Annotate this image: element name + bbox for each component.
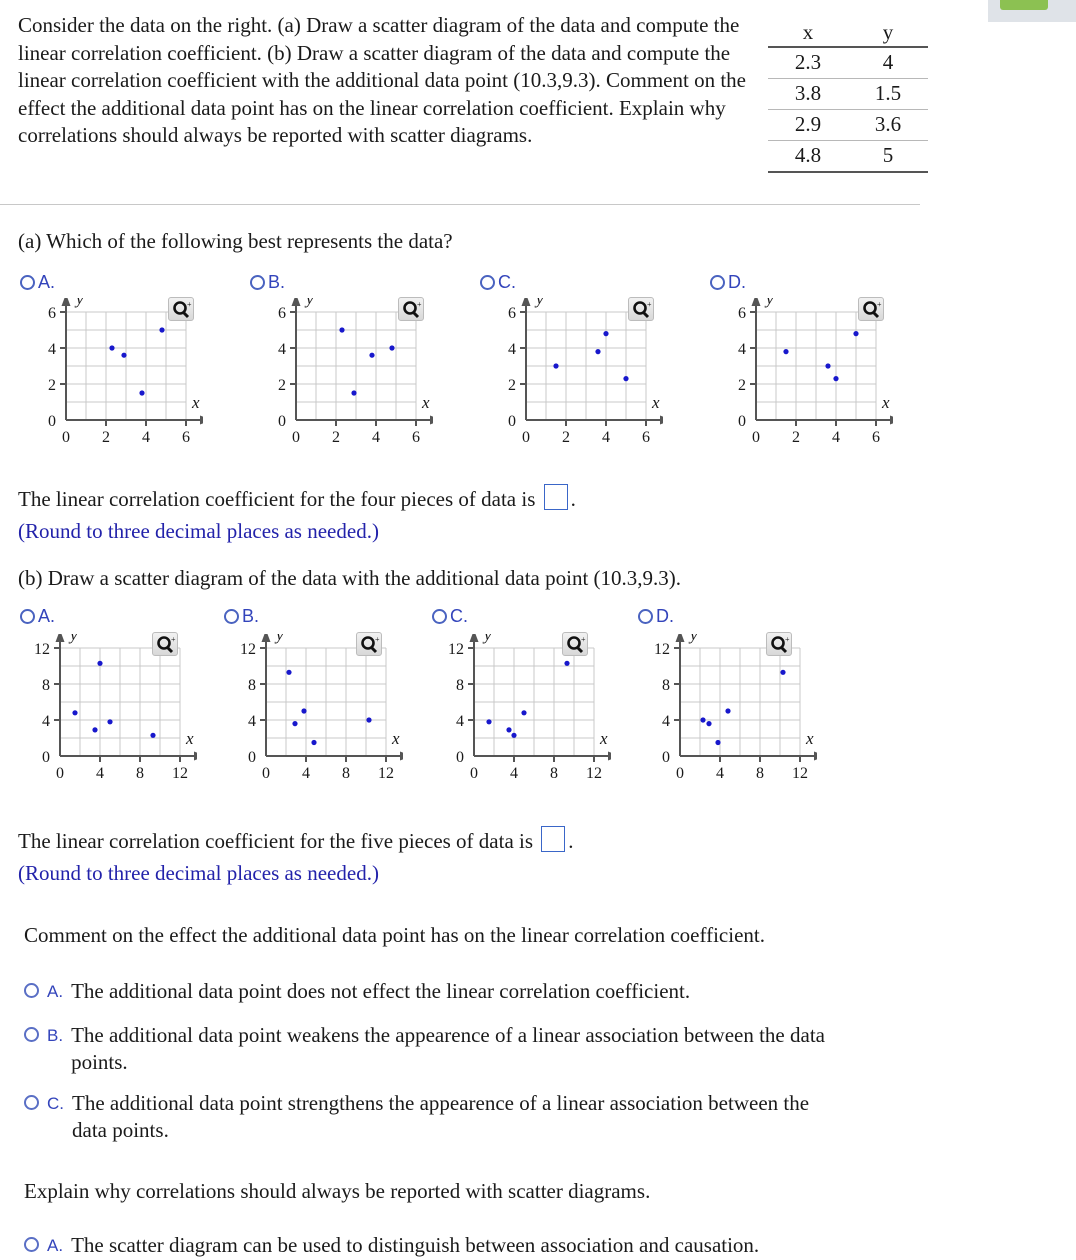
svg-text:4: 4 (738, 341, 746, 358)
table-header-row (768, 18, 928, 47)
cell-x: 4.8 (794, 143, 822, 167)
part-b-round-note: (Round to three decimal places as needed.) (18, 861, 379, 885)
svg-text:y: y (70, 634, 78, 644)
svg-text:6: 6 (738, 305, 746, 322)
svg-text:0: 0 (662, 749, 670, 766)
radio-icon[interactable] (638, 609, 653, 624)
radio-icon[interactable] (24, 983, 39, 998)
part-a-option-D[interactable] (710, 272, 746, 293)
svg-text:2: 2 (792, 429, 800, 446)
svg-text:12: 12 (448, 641, 464, 658)
svg-text:4: 4 (832, 429, 840, 446)
svg-text:2: 2 (278, 377, 286, 394)
table-row (768, 47, 928, 79)
toolbar-green-button[interactable] (1000, 0, 1048, 10)
svg-text:4: 4 (142, 429, 150, 446)
radio-icon[interactable] (20, 275, 35, 290)
cell-y: 1.5 (874, 81, 902, 105)
svg-text:x: x (806, 729, 814, 748)
part-a-answer-line (18, 484, 738, 513)
svg-text:+: + (581, 635, 586, 644)
svg-text:x: x (192, 393, 200, 412)
svg-text:y: y (690, 634, 698, 644)
svg-text:x: x (422, 393, 430, 412)
cell-y: 5 (882, 143, 894, 167)
svg-text:8: 8 (42, 677, 50, 694)
scatter-chart-a-C (488, 298, 663, 463)
svg-text:+: + (417, 300, 422, 309)
svg-text:4: 4 (96, 765, 104, 782)
scatter-chart-b-C (436, 634, 611, 799)
svg-text:0: 0 (48, 413, 56, 430)
comment-choice-B[interactable] (24, 1022, 854, 1076)
svg-text:6: 6 (278, 305, 286, 322)
svg-text:2: 2 (102, 429, 110, 446)
option-letter: C. (450, 606, 468, 626)
svg-text:2: 2 (48, 377, 56, 394)
scatter-chart-b-A (22, 634, 197, 799)
svg-text:8: 8 (456, 677, 464, 694)
zoom-in-icon[interactable] (562, 632, 588, 656)
part-b-option-C[interactable] (432, 606, 468, 627)
part-a-option-C[interactable] (480, 272, 516, 293)
radio-icon[interactable] (432, 609, 447, 624)
zoom-in-icon[interactable] (168, 297, 194, 321)
svg-text:y: y (484, 634, 492, 644)
svg-text:12: 12 (34, 641, 50, 658)
zoom-in-icon[interactable] (356, 632, 382, 656)
svg-text:2: 2 (508, 377, 516, 394)
zoom-in-icon[interactable] (628, 297, 654, 321)
svg-text:0: 0 (278, 413, 286, 430)
svg-text:0: 0 (522, 429, 530, 446)
radio-icon[interactable] (20, 609, 35, 624)
cell-x: 2.3 (794, 50, 822, 74)
scatter-chart-b-B (228, 634, 403, 799)
part-a-answer-suffix: . (570, 487, 576, 511)
svg-text:6: 6 (48, 305, 56, 322)
radio-icon[interactable] (480, 275, 495, 290)
svg-text:6: 6 (508, 305, 516, 322)
part-a-prompt: (a) Which of the following best represents the data? (18, 229, 453, 253)
comment-choice-C[interactable] (24, 1090, 844, 1144)
choice-letter: A. (47, 1236, 64, 1255)
zoom-in-icon[interactable] (858, 297, 884, 321)
svg-text:4: 4 (510, 765, 518, 782)
option-letter: A. (38, 606, 56, 626)
zoom-in-icon[interactable] (152, 632, 178, 656)
svg-text:x: x (186, 729, 194, 748)
problem-statement: Consider the data on the right. (a) Draw a scatter diagram of the data and compute the linear correlation coefficient. (b) Draw a scatter diagram of the data and compute the linear correlation coefficient with the additional data point (10.3,9.3). Comment on the effect the additional data point has on the linear correlation coefficient. Explain why correlations should always be reported with scatter diagrams. (18, 13, 746, 147)
svg-text:0: 0 (262, 765, 270, 782)
svg-text:8: 8 (756, 765, 764, 782)
svg-text:8: 8 (248, 677, 256, 694)
column-header-y: y (882, 20, 894, 44)
part-b-prompt: (b) Draw a scatter diagram of the data with the additional data point (10.3,9.3). (18, 566, 682, 590)
part-b-answer-prefix: The linear correlation coefficient for the five pieces of data is (18, 829, 534, 853)
svg-text:0: 0 (42, 749, 50, 766)
svg-text:x: x (392, 729, 400, 748)
option-letter: B. (268, 272, 286, 292)
svg-text:8: 8 (550, 765, 558, 782)
svg-text:2: 2 (738, 377, 746, 394)
svg-text:0: 0 (752, 429, 760, 446)
comment-choice-A[interactable] (24, 978, 884, 1005)
svg-text:+: + (171, 635, 176, 644)
scatter-chart-a-B (258, 298, 433, 463)
svg-text:12: 12 (378, 765, 394, 782)
svg-text:4: 4 (602, 429, 610, 446)
svg-text:4: 4 (372, 429, 380, 446)
svg-text:4: 4 (302, 765, 310, 782)
part-b-option-B[interactable] (224, 606, 259, 627)
svg-text:2: 2 (332, 429, 340, 446)
option-letter: C. (498, 272, 516, 292)
option-letter: D. (656, 606, 674, 626)
svg-text:8: 8 (342, 765, 350, 782)
svg-text:4: 4 (278, 341, 286, 358)
svg-text:4: 4 (42, 713, 50, 730)
svg-text:0: 0 (248, 749, 256, 766)
svg-text:+: + (785, 635, 790, 644)
svg-text:y: y (536, 298, 544, 308)
option-letter: A. (38, 272, 56, 292)
svg-text:4: 4 (508, 341, 516, 358)
section-divider (0, 204, 920, 205)
svg-text:0: 0 (62, 429, 70, 446)
svg-text:y: y (76, 298, 84, 308)
part-a-option-B[interactable] (250, 272, 285, 293)
svg-text:0: 0 (676, 765, 684, 782)
part-b-answer-input[interactable] (541, 826, 565, 852)
table-row (768, 141, 928, 173)
part-b-option-D[interactable] (638, 606, 674, 627)
svg-text:+: + (647, 300, 652, 309)
svg-text:4: 4 (662, 713, 670, 730)
svg-text:y: y (276, 634, 284, 644)
radio-icon[interactable] (24, 1095, 39, 1110)
choice-text: The additional data point does not effect the linear correlation coefficient. (71, 979, 691, 1003)
choice-letter: B. (47, 1026, 64, 1045)
svg-text:6: 6 (872, 429, 880, 446)
part-b-answer-suffix: . (568, 829, 574, 853)
cell-y: 4 (882, 50, 894, 74)
scatter-chart-b-D (642, 634, 817, 799)
part-a-answer-input[interactable] (544, 484, 568, 510)
zoom-in-icon[interactable] (398, 297, 424, 321)
svg-text:+: + (187, 300, 192, 309)
part-a-round-note: (Round to three decimal places as needed.) (18, 519, 379, 543)
svg-text:+: + (375, 635, 380, 644)
svg-text:8: 8 (662, 677, 670, 694)
svg-text:6: 6 (412, 429, 420, 446)
radio-icon[interactable] (24, 1237, 39, 1252)
comment-question-prompt: Comment on the effect the additional data point has on the linear correlation coefficient. (24, 923, 765, 947)
table-row (768, 79, 928, 110)
top-toolbar (988, 0, 1076, 22)
part-a-answer-prefix: The linear correlation coefficient for the four pieces of data is (18, 487, 536, 511)
choice-text: The scatter diagram can be used to distinguish between association and causation. (71, 1233, 760, 1257)
svg-text:x: x (652, 393, 660, 412)
part-a-option-A[interactable] (20, 272, 55, 293)
svg-text:12: 12 (240, 641, 256, 658)
svg-text:2: 2 (562, 429, 570, 446)
svg-text:0: 0 (508, 413, 516, 430)
part-b-answer-line (18, 826, 738, 855)
zoom-in-icon[interactable] (766, 632, 792, 656)
radio-icon[interactable] (250, 275, 265, 290)
svg-text:x: x (600, 729, 608, 748)
radio-icon[interactable] (710, 275, 725, 290)
svg-text:6: 6 (182, 429, 190, 446)
option-letter: B. (242, 606, 260, 626)
svg-text:8: 8 (136, 765, 144, 782)
svg-text:x: x (882, 393, 890, 412)
svg-text:12: 12 (654, 641, 670, 658)
svg-text:4: 4 (48, 341, 56, 358)
explain-question-prompt: Explain why correlations should always be reported with scatter diagrams. (24, 1179, 651, 1203)
choice-letter: A. (47, 982, 64, 1001)
cell-x: 2.9 (794, 112, 822, 136)
svg-text:12: 12 (586, 765, 602, 782)
scatter-chart-a-A (28, 298, 203, 463)
choice-text: The additional data point weakens the appearence of a linear association between the data points. (71, 1023, 825, 1074)
choice-text: The additional data point strengthens the appearence of a linear association between the data points. (72, 1091, 810, 1142)
svg-text:+: + (877, 300, 882, 309)
svg-text:6: 6 (642, 429, 650, 446)
svg-text:0: 0 (56, 765, 64, 782)
choice-letter: C. (47, 1094, 64, 1113)
svg-text:y: y (306, 298, 314, 308)
svg-text:12: 12 (792, 765, 808, 782)
cell-y: 3.6 (874, 112, 902, 136)
svg-text:4: 4 (456, 713, 464, 730)
svg-text:0: 0 (456, 749, 464, 766)
svg-text:4: 4 (716, 765, 724, 782)
svg-text:0: 0 (738, 413, 746, 430)
svg-text:12: 12 (172, 765, 188, 782)
column-header-x: x (802, 20, 814, 44)
svg-text:0: 0 (470, 765, 478, 782)
radio-icon[interactable] (24, 1027, 39, 1042)
scatter-chart-a-D (718, 298, 893, 463)
explain-choice-A[interactable] (24, 1232, 884, 1259)
radio-icon[interactable] (224, 609, 239, 624)
cell-x: 3.8 (794, 81, 822, 105)
data-table (768, 18, 928, 173)
option-letter: D. (728, 272, 746, 292)
svg-text:4: 4 (248, 713, 256, 730)
svg-text:y: y (766, 298, 774, 308)
svg-text:0: 0 (292, 429, 300, 446)
part-b-option-A[interactable] (20, 606, 55, 627)
table-row (768, 110, 928, 141)
